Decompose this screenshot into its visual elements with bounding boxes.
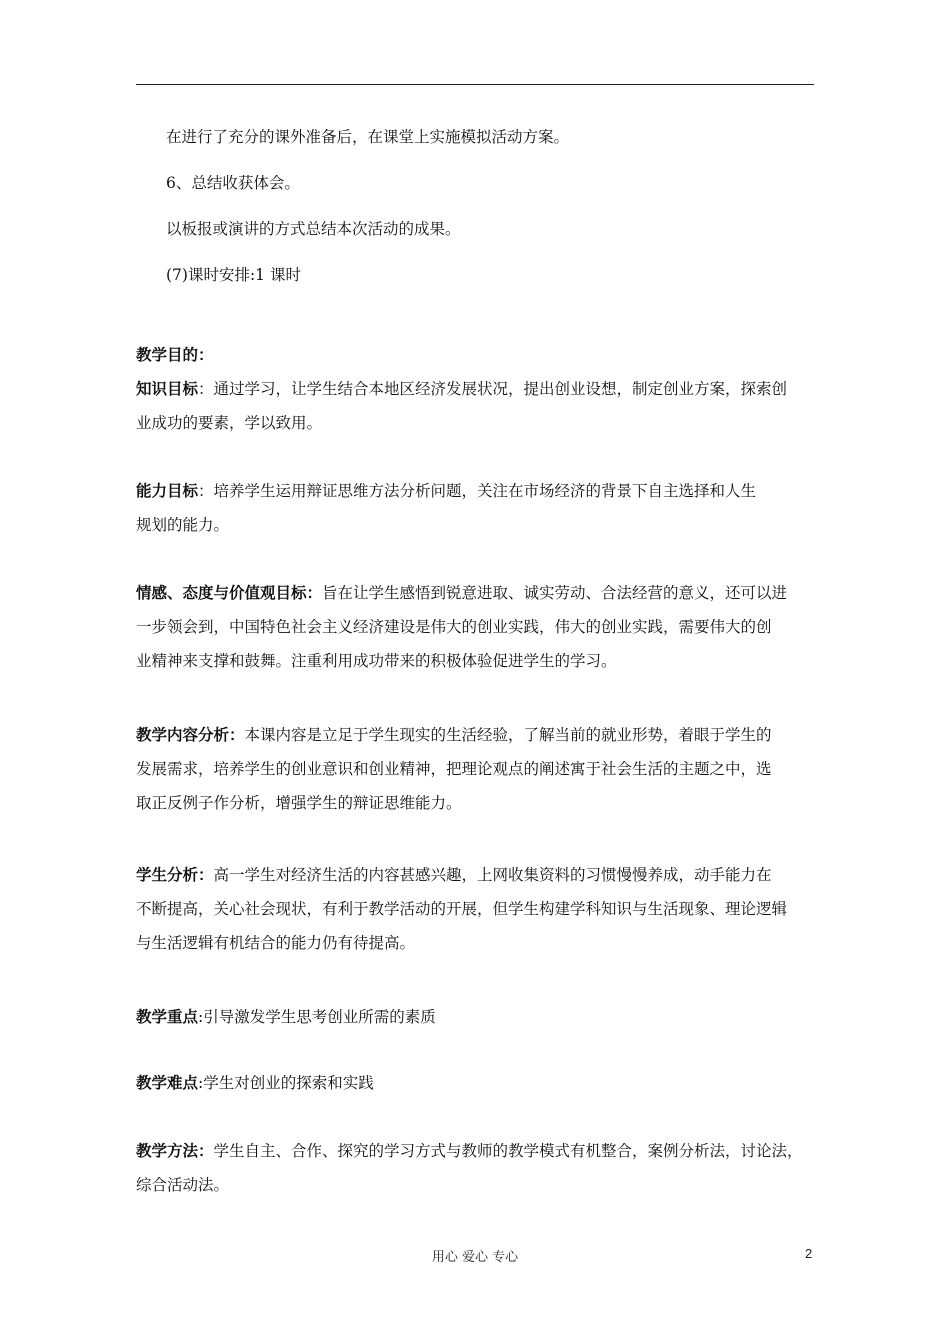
teaching-difficulty-text: :学生对创业的探索和实践 <box>198 1074 374 1092</box>
teaching-method-text: 学生自主、合作、探究的学习方式与教师的教学模式有机整合，案例分析法，讨论法， <box>213 1142 803 1160</box>
student-analysis-line-1 <box>136 858 816 892</box>
student-analysis-label: 学生分析： <box>136 865 214 884</box>
student-analysis-text: 高一学生对经济生活的内容甚感兴趣，上网收集资料的习惯慢慢养成，动手能力在 <box>213 866 772 884</box>
intro-line-2: 6、总结收获体会。 <box>166 174 300 192</box>
teaching-difficulty-line <box>136 1066 816 1100</box>
ability-objective-line-2: 规划的能力。 <box>136 516 230 534</box>
emotion-objective-text: 旨在让学生感悟到锐意进取、诚实劳动、合法经营的意义，还可以进 <box>322 584 788 602</box>
content-analysis-text: 本课内容是立足于学生现实的生活经验，了解当前的就业形势，着眼于学生的 <box>244 726 772 744</box>
teaching-method <box>136 1134 816 1202</box>
teaching-difficulty <box>136 1066 816 1100</box>
intro-line-3: 以板报或演讲的方式总结本次活动的成果。 <box>166 220 461 238</box>
knowledge-objective-line-1 <box>136 372 816 406</box>
content-analysis-line-3: 取正反例子作分析，增强学生的辩证思维能力。 <box>136 794 462 812</box>
emotion-objective-line-3: 业精神来支撑和鼓舞。注重利用成功带来的积极体验促进学生的学习。 <box>136 652 617 670</box>
knowledge-objective-line-2: 业成功的要素，学以致用。 <box>136 414 323 432</box>
page-number: 2 <box>805 1246 813 1261</box>
teaching-method-line-2: 综合活动法。 <box>136 1176 230 1194</box>
ability-objective <box>136 474 816 542</box>
teaching-focus <box>136 1000 816 1034</box>
ability-objective-label: 能力目标 <box>136 481 199 500</box>
objectives-heading: 教学目的： <box>136 345 214 364</box>
emotion-objective <box>136 576 816 678</box>
teaching-focus-text: :引导激发学生思考创业所需的素质 <box>198 1008 436 1026</box>
content-analysis-label: 教学内容分析： <box>136 725 245 744</box>
teaching-focus-label: 教学重点 <box>136 1007 199 1026</box>
emotion-objective-line-1 <box>136 576 816 610</box>
ability-objective-text: ：培养学生运用辩证思维方法分析问题，关注在市场经济的背景下自主选择和人生 <box>198 482 757 500</box>
knowledge-objective-text: ：通过学习，让学生结合本地区经济发展状况，提出创业设想，制定创业方案，探索创 <box>198 380 788 398</box>
teaching-difficulty-label: 教学难点 <box>136 1073 199 1092</box>
student-analysis-line-2: 不断提高，关心社会现状，有利于教学活动的开展，但学生构建学科知识与生活现象、理论逻辑 <box>136 900 788 918</box>
knowledge-objective-label: 知识目标 <box>136 379 199 398</box>
emotion-objective-label: 情感、态度与价值观目标： <box>136 583 323 602</box>
ability-objective-line-1 <box>136 474 816 508</box>
header-rule <box>136 84 814 85</box>
footer-slogan: 用心 爱心 专心 <box>431 1250 519 1265</box>
emotion-objective-line-2: 一步领会到，中国特色社会主义经济建设是伟大的创业实践，伟大的创业实践，需要伟大的创 <box>136 618 772 636</box>
content-analysis <box>136 718 816 820</box>
student-analysis-line-3: 与生活逻辑有机结合的能力仍有待提高。 <box>136 934 416 952</box>
content-analysis-line-2: 发展需求，培养学生的创业意识和创业精神，把理论观点的阐述寓于社会生活的主题之中，选 <box>136 760 772 778</box>
teaching-method-label: 教学方法： <box>136 1141 214 1160</box>
objectives-section <box>136 338 816 440</box>
teaching-method-line-1 <box>136 1134 816 1168</box>
intro-line-4: (7)课时安排:1 课时 <box>166 266 301 284</box>
intro-section <box>136 120 846 292</box>
content-analysis-line-1 <box>136 718 816 752</box>
student-analysis <box>136 858 816 960</box>
teaching-focus-line <box>136 1000 816 1034</box>
intro-line-1: 在进行了充分的课外准备后，在课堂上实施模拟活动方案。 <box>166 128 570 146</box>
